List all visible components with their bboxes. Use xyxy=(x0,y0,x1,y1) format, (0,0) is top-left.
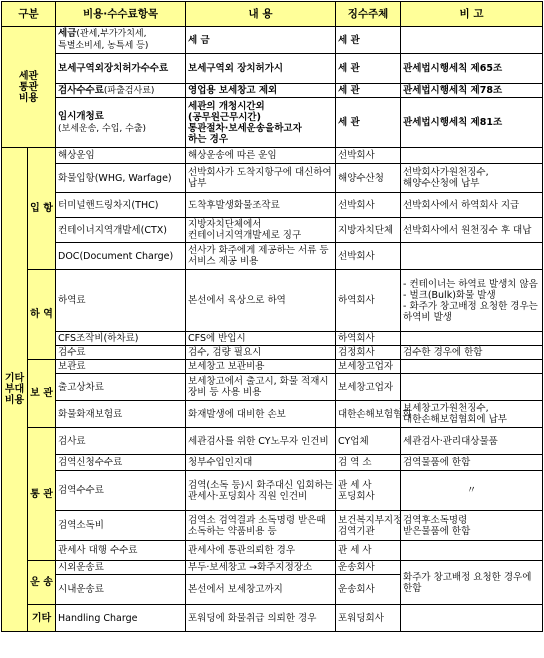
item-cell: 화물화재보험료 xyxy=(56,401,186,428)
table-row xyxy=(2,332,543,346)
table-row xyxy=(2,541,543,561)
item-cell: Handling Charge xyxy=(56,605,186,632)
item-cell: 시외운송료 xyxy=(56,561,186,575)
item-cell: 관세사 대행 수수료 xyxy=(56,541,186,561)
payer-cell: 하역회사 xyxy=(336,332,401,346)
content-cell: 본선에서 육상으로 하역 xyxy=(186,270,336,332)
content-cell: 부두·보세창고 →화주지정장소 xyxy=(186,561,336,575)
note-cell xyxy=(401,541,543,561)
payer-cell: 해양수산청 xyxy=(336,164,401,193)
item-cell: 검사료 xyxy=(56,428,186,455)
note-cell xyxy=(401,243,543,270)
table-row xyxy=(2,98,543,148)
group-label-transport: 운 송 xyxy=(28,561,56,605)
item-cell: 시내운송료 xyxy=(56,575,186,605)
content-cell: CFS에 반입시 xyxy=(186,332,336,346)
note-cell: 선박회사에서 원천징수 후 대납 xyxy=(401,218,543,243)
payer-cell: 보세창고업자 xyxy=(336,360,401,374)
note-cell: 화주가 창고배정 요청한 경우에 한함 xyxy=(401,561,543,605)
table-row xyxy=(2,148,543,164)
cost-table xyxy=(1,1,543,632)
item-cell xyxy=(56,27,186,54)
payer-cell: 운송회사 xyxy=(336,561,401,575)
payer-cell: 검 역 소 xyxy=(336,455,401,471)
content-cell: 검수, 검량 필요시 xyxy=(186,346,336,360)
table-row xyxy=(2,605,543,632)
payer-cell: 선박회사 xyxy=(336,193,401,218)
item-sub: (보세운송, 수입, 수출) xyxy=(58,123,147,134)
table-row xyxy=(2,360,543,374)
group-label-storage: 보 관 xyxy=(28,360,56,428)
section-other-label: 기타 부대 비용 xyxy=(2,148,28,632)
note-cell: 관세법시행세칙 제78조 xyxy=(401,84,543,98)
header-item: 비용·수수료항목 xyxy=(56,2,186,27)
payer-cell: 선박회사 xyxy=(336,243,401,270)
item-name: 임시개청료 xyxy=(58,110,104,122)
table-row xyxy=(2,346,543,360)
table-row xyxy=(2,455,543,471)
note-cell xyxy=(401,360,543,374)
table-row xyxy=(2,374,543,401)
item-cell xyxy=(56,98,186,148)
content-cell: 청부수입인지대 xyxy=(186,455,336,471)
payer-cell: 보건복지부지정 검역기관 xyxy=(336,511,401,541)
payer-cell: CY업체 xyxy=(336,428,401,455)
note-cell: 〃 xyxy=(401,471,543,511)
note-cell: 선박회사에서 하역회사 지급 xyxy=(401,193,543,218)
item-cell: CFS조작비(하차료) xyxy=(56,332,186,346)
note-cell xyxy=(401,332,543,346)
table-row xyxy=(2,401,543,428)
content-cell: 포워딩에 화물취급 의뢰한 경우 xyxy=(186,605,336,632)
note-cell xyxy=(401,27,543,54)
content-cell: 세관의 개청시간외 (공무원근무시간) 통관절차·보세운송을하고자 하는 경우 xyxy=(186,98,336,148)
note-cell: 관세법시행세칙 제65조 xyxy=(401,54,543,84)
item-cell: 보세구역외장치허가수수료 xyxy=(56,54,186,84)
payer-cell: 포워딩회사 xyxy=(336,605,401,632)
content-cell: 보세창고에서 출고시, 화물 적재시 장비 등 사용 비용 xyxy=(186,374,336,401)
payer-cell: 선박회사 xyxy=(336,148,401,164)
item-cell: 검수료 xyxy=(56,346,186,360)
content-cell: 영업용 보세창고 제외 xyxy=(186,84,336,98)
header-note: 비 고 xyxy=(401,2,543,27)
content-cell: 검역소 검역결과 소독명령 받은때 소독하는 약품비용 등 xyxy=(186,511,336,541)
content-cell: 세 금 xyxy=(186,27,336,54)
payer-cell: 지방자치단체 xyxy=(336,218,401,243)
table-row xyxy=(2,54,543,84)
table-row xyxy=(2,561,543,575)
item-cell: 화물입항(WHG, Warfage) xyxy=(56,164,186,193)
header-category: 구분 xyxy=(2,2,56,27)
content-cell: 검역(소독 등)시 화주대신 입회하는 관세사·포딩회사 직원 인건비 xyxy=(186,471,336,511)
item-cell: 컨테이너지역개발세(CTX) xyxy=(56,218,186,243)
group-label-unloading: 하 역 xyxy=(28,270,56,360)
header-row xyxy=(2,2,543,27)
note-cell: - 컨테이너는 하역료 발생치 않음 - 벌크(Bulk)화물 발생 - 화주가 창고배정 요청한 경우는 하역비 발생 xyxy=(401,270,543,332)
item-cell: 출고상차료 xyxy=(56,374,186,401)
payer-cell: 관 세 사 xyxy=(336,541,401,561)
item-cell: 검역소독비 xyxy=(56,511,186,541)
content-cell: 관세사에 통관의뢰한 경우 xyxy=(186,541,336,561)
note-cell xyxy=(401,148,543,164)
table-row xyxy=(2,84,543,98)
item-cell xyxy=(56,84,186,98)
payer-cell: 보세창고업자 xyxy=(336,374,401,401)
payer-cell: 세 관 xyxy=(336,54,401,84)
payer-cell: 세 관 xyxy=(336,27,401,54)
content-cell: 본선에서 보세창고까지 xyxy=(186,575,336,605)
item-sub: (파출검사료) xyxy=(103,85,155,96)
note-cell: 검역후소독명령 받은물품에 한함 xyxy=(401,511,543,541)
table-row xyxy=(2,270,543,332)
table-row xyxy=(2,428,543,455)
item-name: 세금 xyxy=(58,28,77,39)
item-name: 검사수수료 xyxy=(58,84,104,96)
section-customs-label: 세관 통관 비용 xyxy=(2,27,56,148)
content-cell: 선사가 화주에게 제공하는 서류 등 서비스 제공 비용 xyxy=(186,243,336,270)
content-cell: 보세창고 보관비용 xyxy=(186,360,336,374)
content-cell: 선박회사가 도착지항구에 대신하여 납부 xyxy=(186,164,336,193)
payer-cell: 검정회사 xyxy=(336,346,401,360)
item-sub: (관세,부가가치세, 특별소비세, 농특세 등) xyxy=(58,29,149,51)
table-row xyxy=(2,27,543,54)
item-cell: 검역신청수수료 xyxy=(56,455,186,471)
payer-cell: 하역회사 xyxy=(336,270,401,332)
note-cell: 관세법시행세칙 제81조 xyxy=(401,98,543,148)
note-cell: 보세창고가원천징수, 대한손해보험협회에 납부 xyxy=(401,401,543,428)
table-row xyxy=(2,243,543,270)
content-cell: 보세구역외 장치허가시 xyxy=(186,54,336,84)
item-cell: 해상운임 xyxy=(56,148,186,164)
group-label-clearance: 통 관 xyxy=(28,428,56,561)
note-cell: 검역물품에 한함 xyxy=(401,455,543,471)
table-row xyxy=(2,164,543,193)
payer-cell: 관 세 사 포딩회사 xyxy=(336,471,401,511)
payer-cell: 운송회사 xyxy=(336,575,401,605)
item-cell: 터미널핸드링차지(THC) xyxy=(56,193,186,218)
table-row xyxy=(2,471,543,511)
header-content: 내 용 xyxy=(186,2,336,27)
content-cell: 지방자치단체에서 컨테이너지역개발세로 징구 xyxy=(186,218,336,243)
note-cell xyxy=(401,605,543,632)
content-cell: 화재발생에 대비한 손보 xyxy=(186,401,336,428)
item-cell: 하역료 xyxy=(56,270,186,332)
payer-cell: 세 관 xyxy=(336,84,401,98)
item-cell: 검역수수료 xyxy=(56,471,186,511)
item-cell: DOC(Document Charge) xyxy=(56,243,186,270)
payer-cell: 세 관 xyxy=(336,98,401,148)
group-label-arrival: 입 항 xyxy=(28,148,56,270)
note-cell: 세관검사·관리대상물품 xyxy=(401,428,543,455)
table-row xyxy=(2,218,543,243)
content-cell: 해상운송에 따른 운임 xyxy=(186,148,336,164)
note-cell: 검수한 경우에 한함 xyxy=(401,346,543,360)
note-cell xyxy=(401,374,543,401)
header-payer: 징수주체 xyxy=(336,2,401,27)
payer-cell: 대한손해보험협회 xyxy=(336,401,401,428)
note-cell: 선박회사가원천징수, 해양수산청에 납부 xyxy=(401,164,543,193)
group-label-etc: 기타 xyxy=(28,605,56,632)
content-cell: 세관검사를 위한 CY노무자 인건비 xyxy=(186,428,336,455)
item-cell: 보관료 xyxy=(56,360,186,374)
table-row xyxy=(2,511,543,541)
content-cell: 도착후발생화물조작료 xyxy=(186,193,336,218)
table-row xyxy=(2,193,543,218)
